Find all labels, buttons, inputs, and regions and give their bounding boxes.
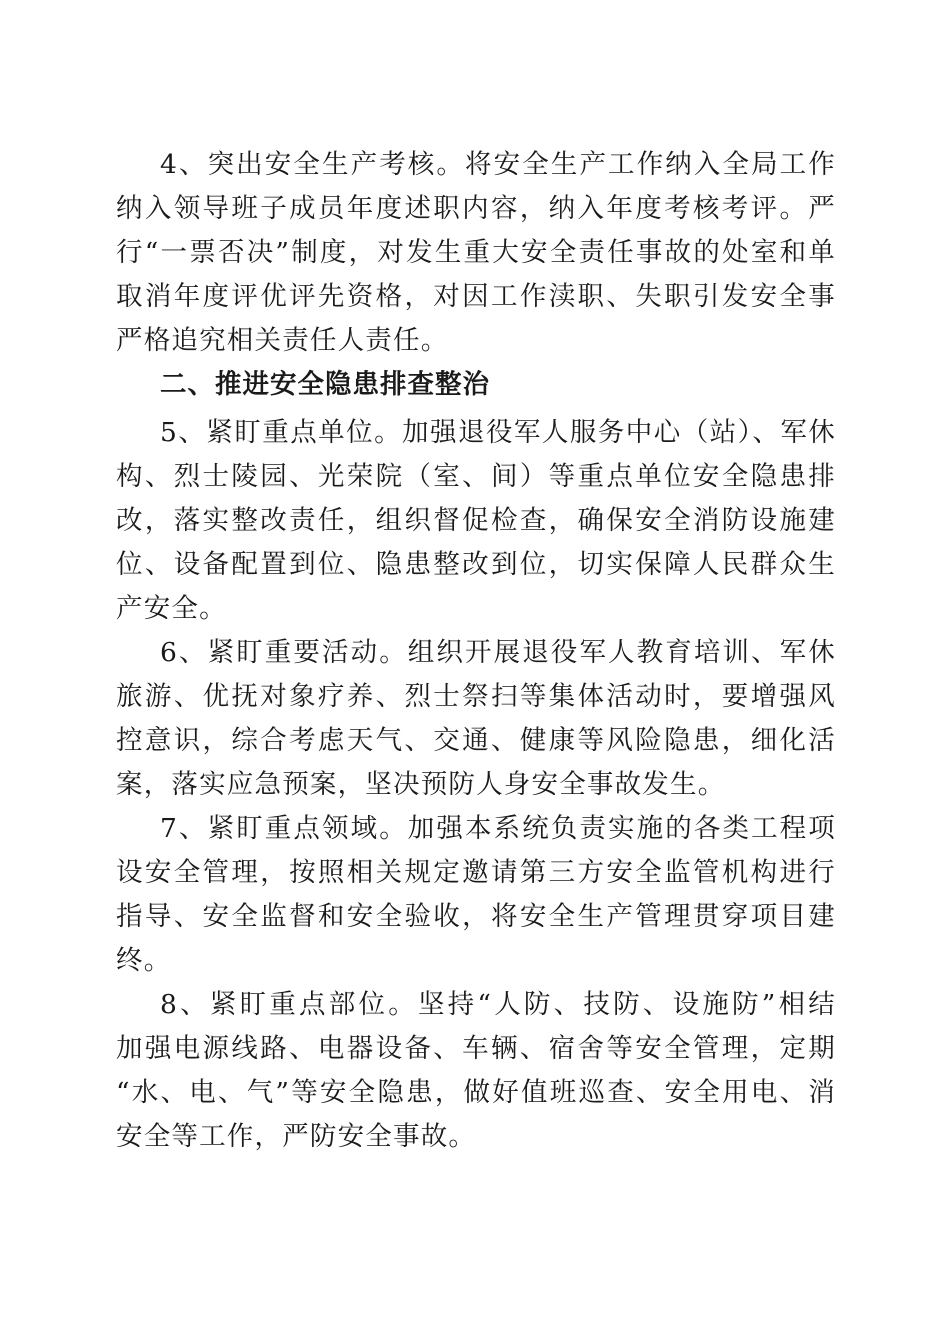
p4-line-4: 取消年度评优评先资格，对因工作渎职、失职引发安全事 bbox=[116, 281, 836, 312]
p6-line-1: 6、紧盯重要活动。组织开展退役军人教育培训、军休 bbox=[160, 637, 836, 668]
p8-line-1: 8、紧盯重点部位。坚持“人防、技防、设施防”相结 bbox=[160, 989, 836, 1020]
p7-line-3: 指导、安全监督和安全验收，将安全生产管理贯穿项目建 bbox=[116, 901, 836, 932]
p4-line-3: 行“一票否决”制度，对发生重大安全责任事故的处室和单 bbox=[116, 237, 836, 268]
p7-line-1: 7、紧盯重点领域。加强本系统负责实施的各类工程项 bbox=[160, 813, 836, 844]
p5-line-1: 5、紧盯重点单位。加强退役军人服务中心（站）、军休 bbox=[160, 417, 836, 448]
p8-line-4: 安全等工作，严防安全事故。 bbox=[116, 1121, 477, 1152]
p5-line-3: 改，落实整改责任，组织督促检查，确保安全消防设施建 bbox=[116, 505, 836, 536]
p6-line-4: 案，落实应急预案，坚决预防人身安全事故发生。 bbox=[116, 769, 726, 800]
p7-line-2: 设安全管理，按照相关规定邀请第三方安全监管机构进行 bbox=[116, 857, 836, 888]
p4-line-5: 严格追究相关责任人责任。 bbox=[116, 325, 449, 356]
p4-line-2: 纳入领导班子成员年度述职内容，纳入年度考核考评。严 bbox=[116, 193, 836, 224]
p7-line-4: 终。 bbox=[116, 945, 172, 976]
p6-line-3: 控意识，综合考虑天气、交通、健康等风险隐患，细化活 bbox=[116, 725, 836, 756]
p5-line-5: 产安全。 bbox=[116, 593, 227, 624]
section-heading: 二、推进安全隐患排查整治 bbox=[160, 369, 490, 400]
p5-line-4: 位、设备配置到位、隐患整改到位，切实保障人民群众生 bbox=[116, 549, 836, 580]
p6-line-2: 旅游、优抚对象疗养、烈士祭扫等集体活动时，要增强风 bbox=[116, 681, 836, 712]
p8-line-3: “水、电、气”等安全隐患，做好值班巡查、安全用电、消 bbox=[116, 1077, 836, 1108]
p8-line-2: 加强电源线路、电器设备、车辆、宿舍等安全管理，定期 bbox=[116, 1033, 836, 1064]
p5-line-2: 构、烈士陵园、光荣院（室、间）等重点单位安全隐患排 bbox=[116, 461, 836, 492]
p4-line-1: 4、突出安全生产考核。将安全生产工作纳入全局工作 bbox=[160, 149, 836, 180]
